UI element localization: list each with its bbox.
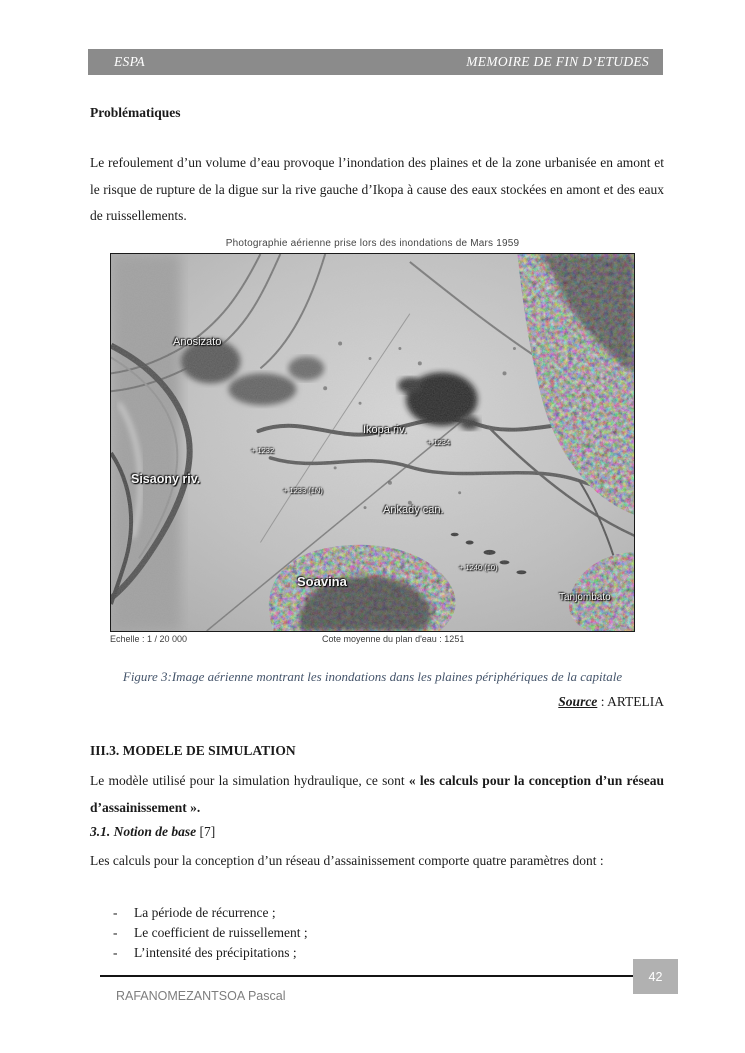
- model-paragraph: [90, 768, 664, 821]
- dash-marker: -: [113, 905, 118, 920]
- parameters-list: [113, 903, 308, 963]
- footer-rule: [100, 975, 635, 977]
- figure-source: [90, 694, 664, 710]
- dash-marker: -: [113, 925, 118, 940]
- subsection-title: 3.1. Notion de base: [90, 824, 197, 839]
- list-item: [113, 923, 308, 943]
- model-paragraph-normal: Le modèle utilisé pour la simulation hydraulique, ce sont: [90, 773, 409, 788]
- photo-title: Photographie aérienne prise lors des inondations de Mars 1959: [225, 238, 520, 249]
- photo-label-ankady-canal: Ankady can.: [383, 504, 444, 516]
- photo-scale-label: Echelle : 1 / 20 000: [110, 634, 188, 644]
- footer-author: RAFANOMEZANTSOA Pascal: [116, 989, 286, 1003]
- photo-label-sisaony-river: Sisaony riv.: [131, 472, 201, 486]
- photo-meta-row: [110, 634, 635, 648]
- list-item: [113, 903, 308, 923]
- subsection-reference: [7]: [196, 824, 216, 839]
- intro-paragraph: Le refoulement d’un volume d’eau provoque l’inondation des plaines et de la zone urbanisée en amont et le risque de rupture de la digue sur la rive gauche d’Ikopa à cause des eaux stockées en amont et des eaux de ruissellements.: [90, 155, 664, 223]
- photo-label-ikopa-river: Ikopa riv.: [363, 424, 407, 436]
- photo-label-elevation-1240: + 1240 (10): [459, 563, 498, 572]
- list-item-text: Le coefficient de ruissellement ;: [134, 925, 308, 940]
- section-heading: III.3. MODELE DE SIMULATION: [90, 743, 296, 758]
- photo-label-tanjombato: Tanjombato: [559, 592, 611, 603]
- photo-label-elevation-1233: + 1233 (1N): [283, 486, 323, 495]
- header-left-text: ESPA: [114, 54, 145, 69]
- photo-water-level-label: Cote moyenne du plan d'eau : 1251: [322, 634, 465, 644]
- problematiques-heading: Problématiques: [90, 105, 181, 120]
- page-header: [88, 49, 663, 75]
- aerial-photo: [110, 253, 635, 632]
- list-item: [113, 943, 308, 963]
- figure-caption: Figure 3:Image aérienne montrant les inondations dans les plaines périphériques de la capitale: [122, 669, 623, 684]
- subsection-heading: [90, 824, 215, 840]
- source-value: : ARTELIA: [597, 694, 664, 709]
- list-item-text: La période de récurrence ;: [134, 905, 276, 920]
- dash-marker: -: [113, 945, 118, 960]
- model-paragraph-bold: « les calculs pour la conception d’un réseau d’assainissement ».: [90, 773, 664, 815]
- aerial-photo-graphic: [111, 254, 634, 631]
- source-label: Source: [558, 694, 598, 709]
- photo-label-elevation-1232: + 1232: [251, 446, 275, 455]
- photo-label-elevation-1234: + 1234: [427, 438, 451, 447]
- header-right-text: MEMOIRE DE FIN D’ETUDES: [466, 54, 649, 69]
- photo-label-soavina: Soavina: [297, 574, 347, 589]
- list-item-text: L’intensité des précipitations ;: [134, 945, 297, 960]
- page-number-badge: 42: [633, 959, 678, 994]
- photo-label-anosizato: Anosizato: [173, 336, 222, 348]
- parameters-paragraph: Les calculs pour la conception d’un réseau d’assainissement comporte quatre paramètres dont :: [90, 853, 604, 868]
